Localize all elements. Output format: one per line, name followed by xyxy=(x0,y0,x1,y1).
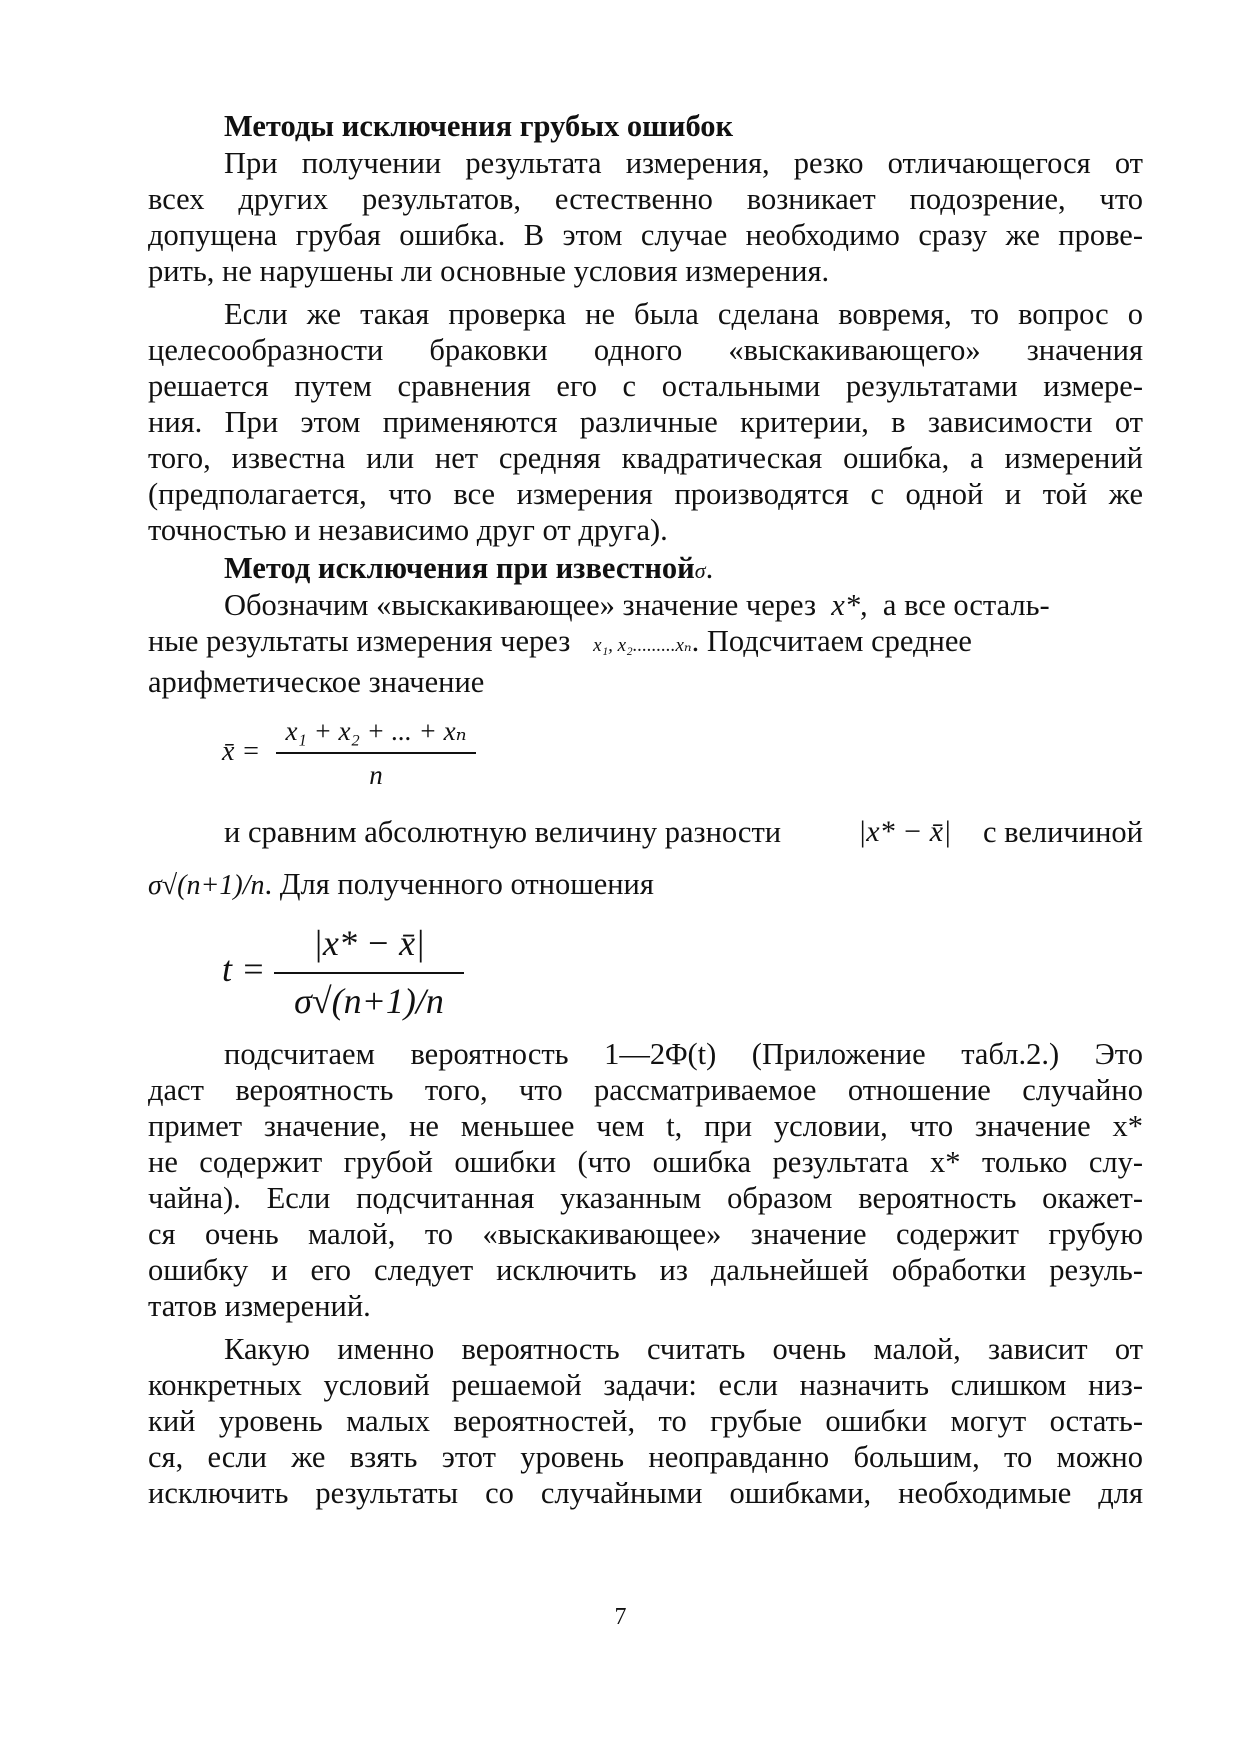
p4-line1-end: с величиной xyxy=(982,815,1143,849)
paragraph-line: даст вероятность того, что рассматриваемое отношение случайно xyxy=(148,1073,1143,1107)
p3-line2-end: . Подсчитаем среднее xyxy=(691,624,972,658)
sigma-sqrt-expr: σ√(n+1)/n xyxy=(148,870,265,901)
paragraph-line: арифметическое значение xyxy=(148,665,485,699)
paragraph-line: ошибку и его следует исключить из дальнейшей обработки резуль- xyxy=(148,1253,1143,1287)
p4-line2-end: . Для полученного отношения xyxy=(264,867,654,901)
paragraph-line: чайна). Если подсчитанная указанным образом вероятность окажет- xyxy=(148,1181,1143,1215)
section-heading: Методы исключения грубых ошибок xyxy=(224,109,734,143)
paragraph-line: (предполагается, что все измерения производятся с одной и той же xyxy=(148,477,1143,511)
paragraph-line: подсчитаем вероятность 1—2Φ(t) (Приложение табл.2.) Это xyxy=(224,1037,1143,1071)
sigma-symbol: σ xyxy=(694,558,706,583)
p3-line1-start: Обозначим «выскакивающее» значение через xyxy=(224,588,816,622)
paragraph-line xyxy=(224,813,1143,851)
paragraph-line: При получении результата измерения, резко отличающегося от xyxy=(224,146,1143,180)
paragraph-line: допущена грубая ошибка. В этом случае необходимо сразу же прове- xyxy=(148,218,1143,252)
paragraph-line: ся очень малой, то «выскакивающее» значение содержит грубую xyxy=(148,1217,1143,1251)
page-number: 7 xyxy=(614,1604,627,1630)
paragraph-line: конкретных условий решаемой задачи: если назначить слишком низ- xyxy=(148,1368,1143,1402)
paragraph-line xyxy=(148,865,1143,905)
abs-difference-expr: |x* − x̄| xyxy=(858,815,952,848)
mean-formula-lhs: x̄ = xyxy=(222,736,261,767)
mean-formula-numerator: x₁ + x₂ + ... + xₙ xyxy=(285,716,467,746)
p4-line1-start: и сравним абсолютную величину разности xyxy=(224,815,782,849)
paragraph-line xyxy=(224,586,1143,624)
paragraph-line: всех других результатов, естественно возникает подозрение, что xyxy=(148,182,1143,216)
paragraph-line: Если же такая проверка не была сделана вовремя, то вопрос о xyxy=(224,297,1143,331)
paragraph-line: точностью и независимо друг от друга). xyxy=(148,513,668,547)
x-star-variable: x*, xyxy=(831,588,868,622)
paragraph-line: татов измерений. xyxy=(148,1289,371,1323)
paragraph-line: решается путем сравнения его с остальными результатами измере- xyxy=(148,369,1143,403)
mean-formula-denominator: n xyxy=(369,760,383,790)
paragraph-line: Какую именно вероятность считать очень малой, зависит от xyxy=(224,1332,1143,1366)
p3-line1-end: а все осталь- xyxy=(882,588,1050,622)
paragraph-line: ния. При этом применяются различные критерии, в зависимости от xyxy=(148,405,1143,439)
heading-period: . xyxy=(705,551,714,585)
paragraph-line: примет значение, не меньшее чем t, при условии, что значение x* xyxy=(148,1109,1143,1143)
paragraph-line: рить, не нарушены ли основные условия измерения. xyxy=(148,254,830,288)
paragraph-line: не содержит грубой ошибки (что ошибка результата x* только слу- xyxy=(148,1145,1143,1179)
paragraph-line xyxy=(148,622,1143,665)
variable-list: x₁, x₂.........xₙ xyxy=(593,635,692,656)
t-formula-numerator: |x* − x̄| xyxy=(312,923,426,963)
fraction-bar xyxy=(276,752,476,754)
p3-line2-start: ные результаты измерения через xyxy=(148,624,571,658)
t-formula-denominator: σ√(n+1)/n xyxy=(294,981,444,1021)
paragraph-line: кий уровень малых вероятностей, то грубые ошибки могут остать- xyxy=(148,1404,1143,1438)
fraction-bar xyxy=(274,972,464,974)
subsection-heading xyxy=(224,549,1143,590)
paragraph-line: целесообразности браковки одного «выскакивающего» значения xyxy=(148,333,1143,367)
paragraph-line: того, известна или нет средняя квадратическая ошибка, а измерений xyxy=(148,441,1143,475)
paragraph-line: ся, если же взять этот уровень неоправданно большим, то можно xyxy=(148,1440,1143,1474)
subsection-heading-text: Метод исключения при известной xyxy=(224,551,695,585)
paragraph-line: исключить результаты со случайными ошибками, необходимые для xyxy=(148,1476,1143,1510)
t-formula-lhs: t = xyxy=(222,949,266,989)
